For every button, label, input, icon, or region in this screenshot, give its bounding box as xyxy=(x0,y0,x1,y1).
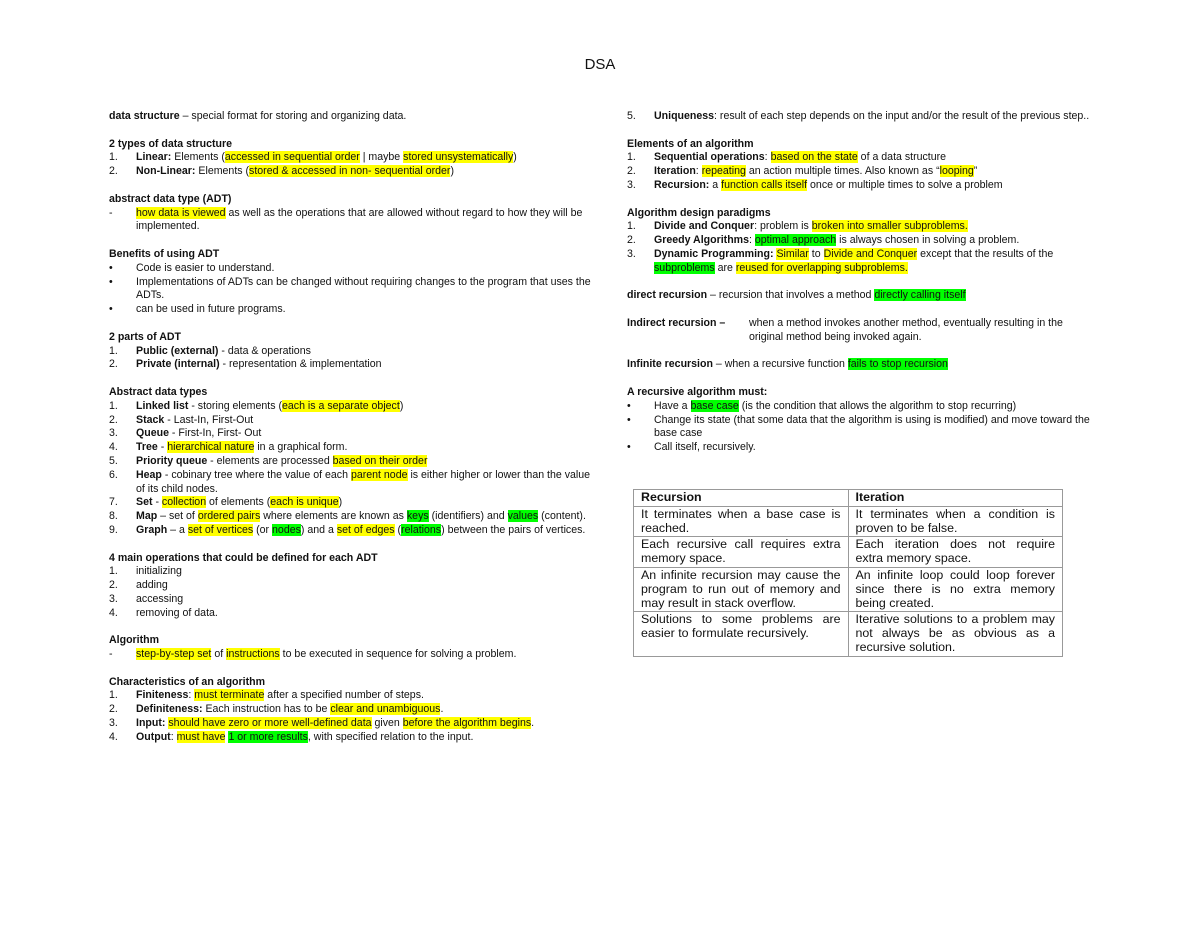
table-row xyxy=(634,537,1063,568)
text: Elements ( xyxy=(171,151,225,164)
section-heading: Characteristics of an algorithm xyxy=(109,675,266,688)
highlight: stored unsystematically xyxy=(403,151,514,164)
highlight: how data is viewed xyxy=(136,206,226,219)
highlight: function calls itself xyxy=(721,178,808,191)
highlight: clear and unambiguous xyxy=(330,703,441,716)
term: data structure xyxy=(109,110,180,122)
item-label: Priority queue xyxy=(136,454,208,467)
text: – when a recursive function xyxy=(712,358,848,371)
text: is always chosen in solving a problem. xyxy=(836,234,1020,247)
item-number: 1. xyxy=(109,151,118,164)
text: a xyxy=(709,178,722,191)
bullet: • xyxy=(109,275,113,288)
item-label: Uniqueness xyxy=(654,110,715,122)
item-number: 2. xyxy=(109,165,118,178)
list-item xyxy=(109,303,599,317)
paradigms-section xyxy=(627,207,1097,276)
item-number: 3. xyxy=(109,427,118,440)
table-cell: Each recursive call requires extra memory space. xyxy=(634,537,849,568)
text: – recursion that involves a method xyxy=(707,289,875,302)
term: Infinite recursion xyxy=(627,358,713,371)
must-section xyxy=(627,386,1097,455)
text: of elements ( xyxy=(206,496,271,509)
text: - data & operations xyxy=(218,344,311,357)
text: , with specified relation to the input. xyxy=(307,730,474,743)
text: Code is easier to understand. xyxy=(136,261,275,274)
section-heading: Algorithm design paradigms xyxy=(627,206,771,219)
text: Call itself, recursively. xyxy=(654,441,756,454)
table-cell: Solutions to some problems are easier to formulate recursively. xyxy=(634,612,849,656)
text: given xyxy=(371,717,403,730)
parts-section xyxy=(109,331,599,372)
list-item xyxy=(109,731,599,745)
list-item xyxy=(627,220,1097,234)
page-title: DSA xyxy=(584,56,616,73)
item-label: Output xyxy=(136,730,171,743)
item-label: Linked list xyxy=(136,399,189,412)
bullet: • xyxy=(627,413,631,426)
item-label: Dynamic Programming: xyxy=(654,247,774,260)
text: Have a xyxy=(654,399,691,412)
list-item xyxy=(627,179,1097,193)
list-item xyxy=(109,427,599,441)
section-heading: 2 types of data structure xyxy=(109,137,233,150)
infinite-recursion xyxy=(627,358,1097,372)
text: - cobinary tree where the value of each xyxy=(161,468,351,481)
table-cell: Each iteration does not require extra memory space. xyxy=(848,537,1063,568)
item-label: Recursion: xyxy=(654,178,710,191)
highlight: set of edges xyxy=(336,523,395,536)
bullet: - xyxy=(109,648,113,661)
text: - storing elements ( xyxy=(188,399,283,412)
text: accessing xyxy=(136,592,184,605)
list-item xyxy=(109,151,599,165)
item-label: Map xyxy=(136,510,158,523)
abstract-types-section xyxy=(109,386,599,538)
list-item xyxy=(627,234,1097,248)
item-number: 4. xyxy=(109,606,118,619)
highlight: instructions xyxy=(226,648,280,661)
list-item xyxy=(109,524,599,538)
text: ) and a xyxy=(300,523,337,536)
table-cell: It terminates when a base case is reached. xyxy=(634,506,849,537)
item-number: 1. xyxy=(627,220,636,233)
text: ) between the pairs of vertices. xyxy=(441,523,586,536)
text: to be executed in sequence for solving a problem. xyxy=(279,648,517,661)
item-label: Stack xyxy=(136,413,165,426)
text: : xyxy=(764,151,771,164)
list-item xyxy=(109,579,599,593)
text: removing of data. xyxy=(136,606,218,619)
text: are xyxy=(714,261,736,274)
text: Implementations of ADTs can be changed without requiring changes to the program that uses the ADTs. xyxy=(136,275,591,302)
list-item xyxy=(627,110,1097,124)
item-label: Linear: xyxy=(136,151,172,164)
direct-recursion xyxy=(627,289,1097,303)
text: Each instruction has to be xyxy=(202,703,331,716)
list-item xyxy=(627,248,1097,276)
table-header-row xyxy=(634,490,1063,507)
item-number: 9. xyxy=(109,523,118,536)
table-row xyxy=(634,612,1063,656)
list-item xyxy=(627,441,1097,455)
item-number: 2. xyxy=(627,234,636,247)
text: : xyxy=(695,165,702,178)
highlight: Similar xyxy=(776,247,809,260)
text: - elements are processed xyxy=(207,454,333,467)
list-item xyxy=(109,262,599,276)
item-number: 4. xyxy=(109,441,118,454)
item-number: 1. xyxy=(109,565,118,578)
item-number: 3. xyxy=(627,178,636,191)
highlight: broken into smaller subproblems. xyxy=(811,220,968,233)
item-label: Set xyxy=(136,496,153,509)
text: adding xyxy=(136,579,168,592)
left-column xyxy=(109,110,599,758)
operations-section xyxy=(109,552,599,621)
text: is either higher or lower than the value of its child nodes. xyxy=(136,468,591,495)
section-heading: A recursive algorithm must: xyxy=(627,385,768,398)
text: can be used in future programs. xyxy=(136,303,286,316)
item-number: 2. xyxy=(109,579,118,592)
text: initializing xyxy=(136,565,182,578)
text: an action multiple times. Also known as “ xyxy=(745,165,940,178)
list-item xyxy=(109,441,599,455)
text: ) xyxy=(450,165,454,178)
definition: – special format for storing and organizing data. xyxy=(179,110,407,122)
text: once or multiple times to solve a problem xyxy=(807,178,1003,191)
highlight: based on the state xyxy=(770,151,858,164)
table-row xyxy=(634,506,1063,537)
header-recursion: Recursion xyxy=(634,490,849,507)
green-highlight: values xyxy=(507,510,539,523)
green-highlight: nodes xyxy=(272,523,301,536)
item-number: 8. xyxy=(109,510,118,523)
definition: when a method invokes another method, eventually resulting in the original method being invoked again. xyxy=(749,316,1063,343)
bullet: • xyxy=(627,441,631,454)
term: direct recursion xyxy=(627,289,708,302)
item-number: 3. xyxy=(109,592,118,605)
highlight: set of vertices xyxy=(187,523,254,536)
item-number: 1. xyxy=(109,689,118,702)
text: ) xyxy=(399,399,404,412)
green-highlight: relations xyxy=(401,523,442,536)
green-highlight: fails to stop recursion xyxy=(847,358,948,371)
highlight: stored & accessed in non- sequential order xyxy=(249,165,451,178)
bullet: • xyxy=(109,303,113,316)
text: . xyxy=(440,703,444,716)
section-heading: Elements of an algorithm xyxy=(627,137,754,150)
table-cell: An infinite recursion may cause the program to run out of memory and may result in stack overflow. xyxy=(634,567,849,611)
benefits-section xyxy=(109,248,599,317)
list-item xyxy=(627,414,1097,442)
highlight: Divide and Conquer xyxy=(823,247,918,260)
item-label: Greedy Algorithms xyxy=(654,234,749,247)
text: ) xyxy=(513,151,517,164)
list-item xyxy=(109,358,599,372)
text: - First-In, First- Out xyxy=(168,427,262,440)
algorithm-section xyxy=(109,634,599,662)
green-highlight: optimal approach xyxy=(754,234,837,247)
highlight: parent node xyxy=(350,468,408,481)
item-label: Non-Linear: xyxy=(136,165,196,178)
text: ” xyxy=(973,165,978,178)
item-label: Graph xyxy=(136,523,168,536)
table-cell: Iterative solutions to a problem may not always be as obvious as a recursive solution. xyxy=(848,612,1063,656)
item-number: 1. xyxy=(109,399,118,412)
list-item xyxy=(109,607,599,621)
list-item xyxy=(109,165,599,179)
list-item xyxy=(109,400,599,414)
bullet: • xyxy=(109,261,113,274)
text: where elements are known as xyxy=(260,510,407,523)
table-row xyxy=(634,567,1063,611)
list-item xyxy=(109,207,599,235)
item-label: Divide and Conquer xyxy=(654,220,755,233)
item-label: Sequential operations xyxy=(654,151,765,164)
list-item xyxy=(109,510,599,524)
bullet: • xyxy=(627,399,631,412)
list-item xyxy=(109,703,599,717)
item-label: Public (external) xyxy=(136,344,219,357)
text: : problem is xyxy=(754,220,812,233)
text: : xyxy=(188,689,195,702)
item-number: 5. xyxy=(627,110,636,122)
highlight: looping xyxy=(939,165,974,178)
section-heading: Abstract data types xyxy=(109,385,208,398)
adt-section xyxy=(109,193,599,234)
item-number: 6. xyxy=(109,468,118,481)
list-item xyxy=(109,593,599,607)
data-structure-definition xyxy=(109,110,599,124)
text: (or xyxy=(253,523,273,536)
indirect-recursion xyxy=(627,317,1097,345)
text: : xyxy=(748,234,755,247)
characteristics-section xyxy=(109,676,599,745)
list-item xyxy=(109,455,599,469)
section-heading: 2 parts of ADT xyxy=(109,330,182,343)
item-label: Finiteness xyxy=(136,689,189,702)
item-label: Definiteness: xyxy=(136,703,203,716)
text: - xyxy=(152,496,162,509)
section-heading: Benefits of using ADT xyxy=(109,247,220,260)
text: of xyxy=(211,648,227,661)
text: Elements ( xyxy=(195,165,250,178)
highlight: must terminate xyxy=(194,689,265,702)
highlight: before the algorithm begins xyxy=(402,717,532,730)
item-number: 2. xyxy=(109,358,118,371)
right-column xyxy=(627,110,1097,469)
text: in a graphical form. xyxy=(254,441,348,454)
item-label: Private (internal) xyxy=(136,358,220,371)
text: - representation & implementation xyxy=(219,358,382,371)
elements-section xyxy=(627,138,1097,193)
green-highlight: keys xyxy=(406,510,429,523)
text: (is the condition that allows the algorithm to stop recurring) xyxy=(738,399,1017,412)
bullet: - xyxy=(109,206,113,219)
green-highlight: 1 or more results xyxy=(228,730,308,743)
text: (content). xyxy=(538,510,586,523)
highlight: must have xyxy=(176,730,226,743)
text: : xyxy=(170,730,177,743)
item-number: 4. xyxy=(109,730,118,743)
highlight: each is a separate object xyxy=(282,399,400,412)
list-item xyxy=(109,345,599,359)
table-cell: It terminates when a condition is proven to be false. xyxy=(848,506,1063,537)
item-label: Heap xyxy=(136,468,162,481)
text: – a xyxy=(167,523,188,536)
list-item xyxy=(627,165,1097,179)
item-number: 7. xyxy=(109,496,118,509)
green-highlight: directly calling itself xyxy=(874,289,966,302)
highlight: based on their order xyxy=(332,454,428,467)
highlight: each is unique xyxy=(270,496,339,509)
header-iteration: Iteration xyxy=(848,490,1063,507)
highlight: accessed in sequential order xyxy=(224,151,360,164)
text: of a data structure xyxy=(857,151,947,164)
list-item xyxy=(109,565,599,579)
highlight: ordered pairs xyxy=(197,510,261,523)
highlight: collection xyxy=(161,496,207,509)
text: after a specified number of steps. xyxy=(264,689,424,702)
term: Indirect recursion – xyxy=(627,316,726,329)
green-highlight: base case xyxy=(690,399,739,412)
highlight: step-by-step set xyxy=(136,648,212,661)
item-number: 5. xyxy=(109,454,118,467)
highlight: hierarchical nature xyxy=(167,441,255,454)
item-number: 2. xyxy=(109,703,118,716)
text: – set of xyxy=(157,510,198,523)
list-item xyxy=(109,717,599,731)
highlight: repeating xyxy=(701,165,746,178)
text: : result of each step depends on the input and/or the result of the previous step.. xyxy=(714,110,1090,122)
item-label: Input: xyxy=(136,717,166,730)
section-heading: abstract data type (ADT) xyxy=(109,192,232,205)
list-item xyxy=(109,276,599,304)
text: (identifiers) and xyxy=(428,510,508,523)
text: - xyxy=(157,441,168,454)
list-item xyxy=(627,400,1097,414)
text: ) xyxy=(338,496,343,509)
item-number: 3. xyxy=(627,247,636,260)
types-section xyxy=(109,138,599,179)
item-label: Tree xyxy=(136,441,158,454)
comparison-table xyxy=(633,489,1063,657)
text: | maybe xyxy=(359,151,404,164)
section-heading: 4 main operations that could be defined for each ADT xyxy=(109,551,378,564)
item-number: 1. xyxy=(627,151,636,164)
text: . xyxy=(531,717,535,730)
item-number: 1. xyxy=(109,344,118,357)
highlight: reused for overlapping subproblems. xyxy=(735,261,908,274)
uniqueness-item xyxy=(627,110,1097,124)
highlight: should have zero or more well-defined data xyxy=(168,717,372,730)
text: ( xyxy=(394,523,402,536)
list-item xyxy=(109,414,599,428)
list-item xyxy=(109,689,599,703)
item-number: 2. xyxy=(627,165,636,178)
text: - Last-In, First-Out xyxy=(164,413,254,426)
text: as well as the operations that are allowed without regard to how they will be implemented. xyxy=(136,206,583,233)
text: except that the results of the xyxy=(917,247,1054,260)
list-item xyxy=(627,151,1097,165)
list-item xyxy=(109,469,599,497)
list-item xyxy=(109,648,599,662)
text: Change its state (that some data that the algorithm is using is modified) and move toward the base case xyxy=(654,413,1090,440)
green-highlight: subproblems xyxy=(654,261,715,274)
item-label: Iteration xyxy=(654,165,696,178)
item-label: Queue xyxy=(136,427,169,440)
list-item xyxy=(109,496,599,510)
table-cell: An infinite loop could loop forever since there is no extra memory being created. xyxy=(848,567,1063,611)
item-number: 3. xyxy=(109,717,118,730)
section-heading: Algorithm xyxy=(109,634,160,647)
item-number: 2. xyxy=(109,413,118,426)
text: to xyxy=(808,247,824,260)
